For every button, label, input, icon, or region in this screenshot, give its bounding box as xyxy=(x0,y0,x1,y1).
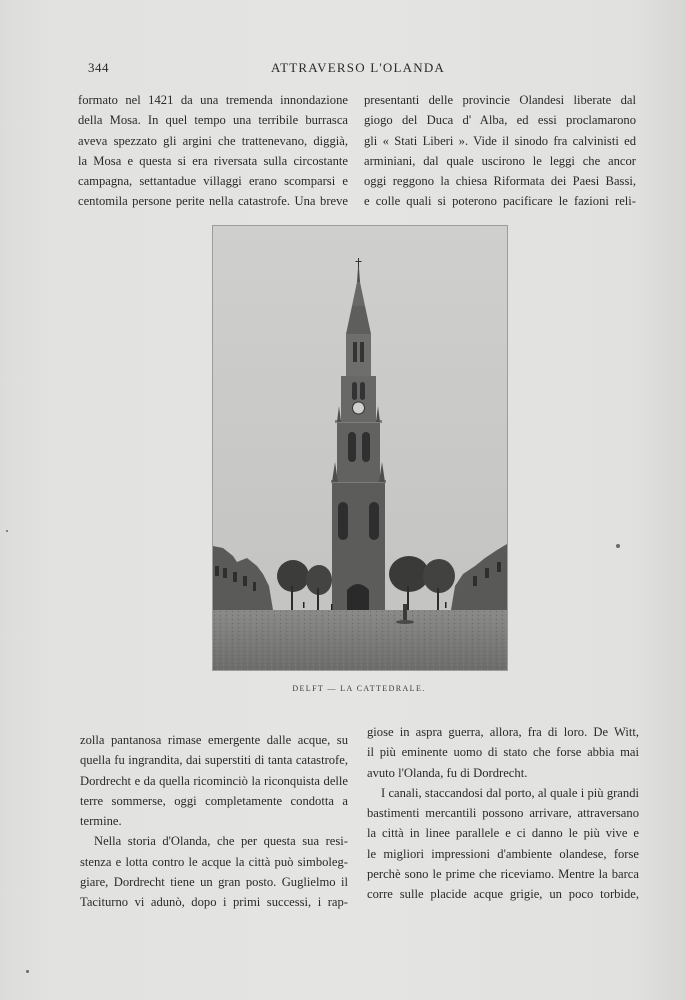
text-line: e colle quali si poterono pacificare le fazioni reli- xyxy=(364,194,636,209)
text-line: Taciturno vi adunò, dopo i primi successi, i rap- xyxy=(80,895,348,910)
text-column-bottom-right xyxy=(367,722,639,905)
text-line: aveva spezzato gli argini che trattenevano, diggià, xyxy=(78,133,348,148)
text-line: perchè sono le prime che riceviamo. Mentre la barca xyxy=(367,867,639,882)
text-line: la Mosa e questa si era riversata sulla circostante xyxy=(78,153,348,168)
text-column-top-left xyxy=(78,90,348,212)
running-title: ATTRAVERSO L'OLANDA xyxy=(270,60,446,75)
page-header xyxy=(78,60,638,80)
text-line: la città in linee parallele e ci danno le più vive e xyxy=(367,826,639,841)
page-number: 344 xyxy=(88,60,109,75)
text-line: centomila persone perite nella catastrofe. Una breve xyxy=(78,194,348,209)
text-line: giare, Dordrecht tiene un gran posto. Guglielmo il xyxy=(80,875,348,890)
text-line: gli « Stati Liberi ». Vide il sinodo fra calvinisti ed xyxy=(364,133,636,148)
paper-speck xyxy=(26,970,29,973)
text-line: della Mosa. In quel tempo una terribile burrasca xyxy=(78,113,348,128)
text-line: terre sommerse, oggi completamente condotta a xyxy=(80,793,348,808)
text-line: le migliori impressioni d'ambiente olandese, forse xyxy=(367,846,639,861)
paper-speck xyxy=(6,530,8,532)
text-line: avuto l'Olanda, fu di Dordrecht. xyxy=(367,765,528,780)
text-column-bottom-left xyxy=(80,730,348,913)
text-line: stenza e lotta contro le acque la città può simboleg- xyxy=(80,854,348,869)
text-line: oggi reggono la chiesa Riformata dei Paesi Bassi, xyxy=(364,174,636,189)
text-line: I canali, staccandosi dal porto, al quale i più grandi xyxy=(381,785,639,800)
text-line: termine. xyxy=(80,814,122,829)
paper-speck xyxy=(616,544,620,548)
text-line: campagna, settantadue villaggi erano scomparsi e xyxy=(78,174,348,189)
text-line: arminiani, dal quale uscirono le leggi che ancor xyxy=(364,153,636,168)
text-line: zolla pantanosa rimase emergente dalle acque, su xyxy=(80,733,348,747)
text-line: Nella storia d'Olanda, che per questa sua resi- xyxy=(94,834,348,849)
text-line: formato nel 1421 da una tremenda innondazione xyxy=(78,93,348,107)
text-line: corre sulle placide acque grigie, un poco torbide, xyxy=(367,887,639,902)
text-line: Dordrecht e da quella ricominciò la riconquista delle xyxy=(80,773,348,788)
text-line: bastimenti mercantili possono arrivare, attraversano xyxy=(367,806,639,821)
text-line: quella fu ingrandita, dai superstiti di tanta catastrofe, xyxy=(80,753,348,768)
text-line: giose in aspra guerra, allora, fra di loro. De Witt, xyxy=(367,725,639,739)
cathedral-photograph xyxy=(212,225,508,671)
text-line: il più eminente uomo di stato che forse abbia mai xyxy=(367,745,639,760)
text-column-top-right xyxy=(364,90,636,212)
figure-caption: DELFT — LA CATTEDRALE. xyxy=(292,684,426,693)
text-line: giogo del Duca d' Alba, ed essi proclamarono xyxy=(364,113,636,128)
text-line: presentanti delle provincie Olandesi liberate dal xyxy=(364,93,636,107)
